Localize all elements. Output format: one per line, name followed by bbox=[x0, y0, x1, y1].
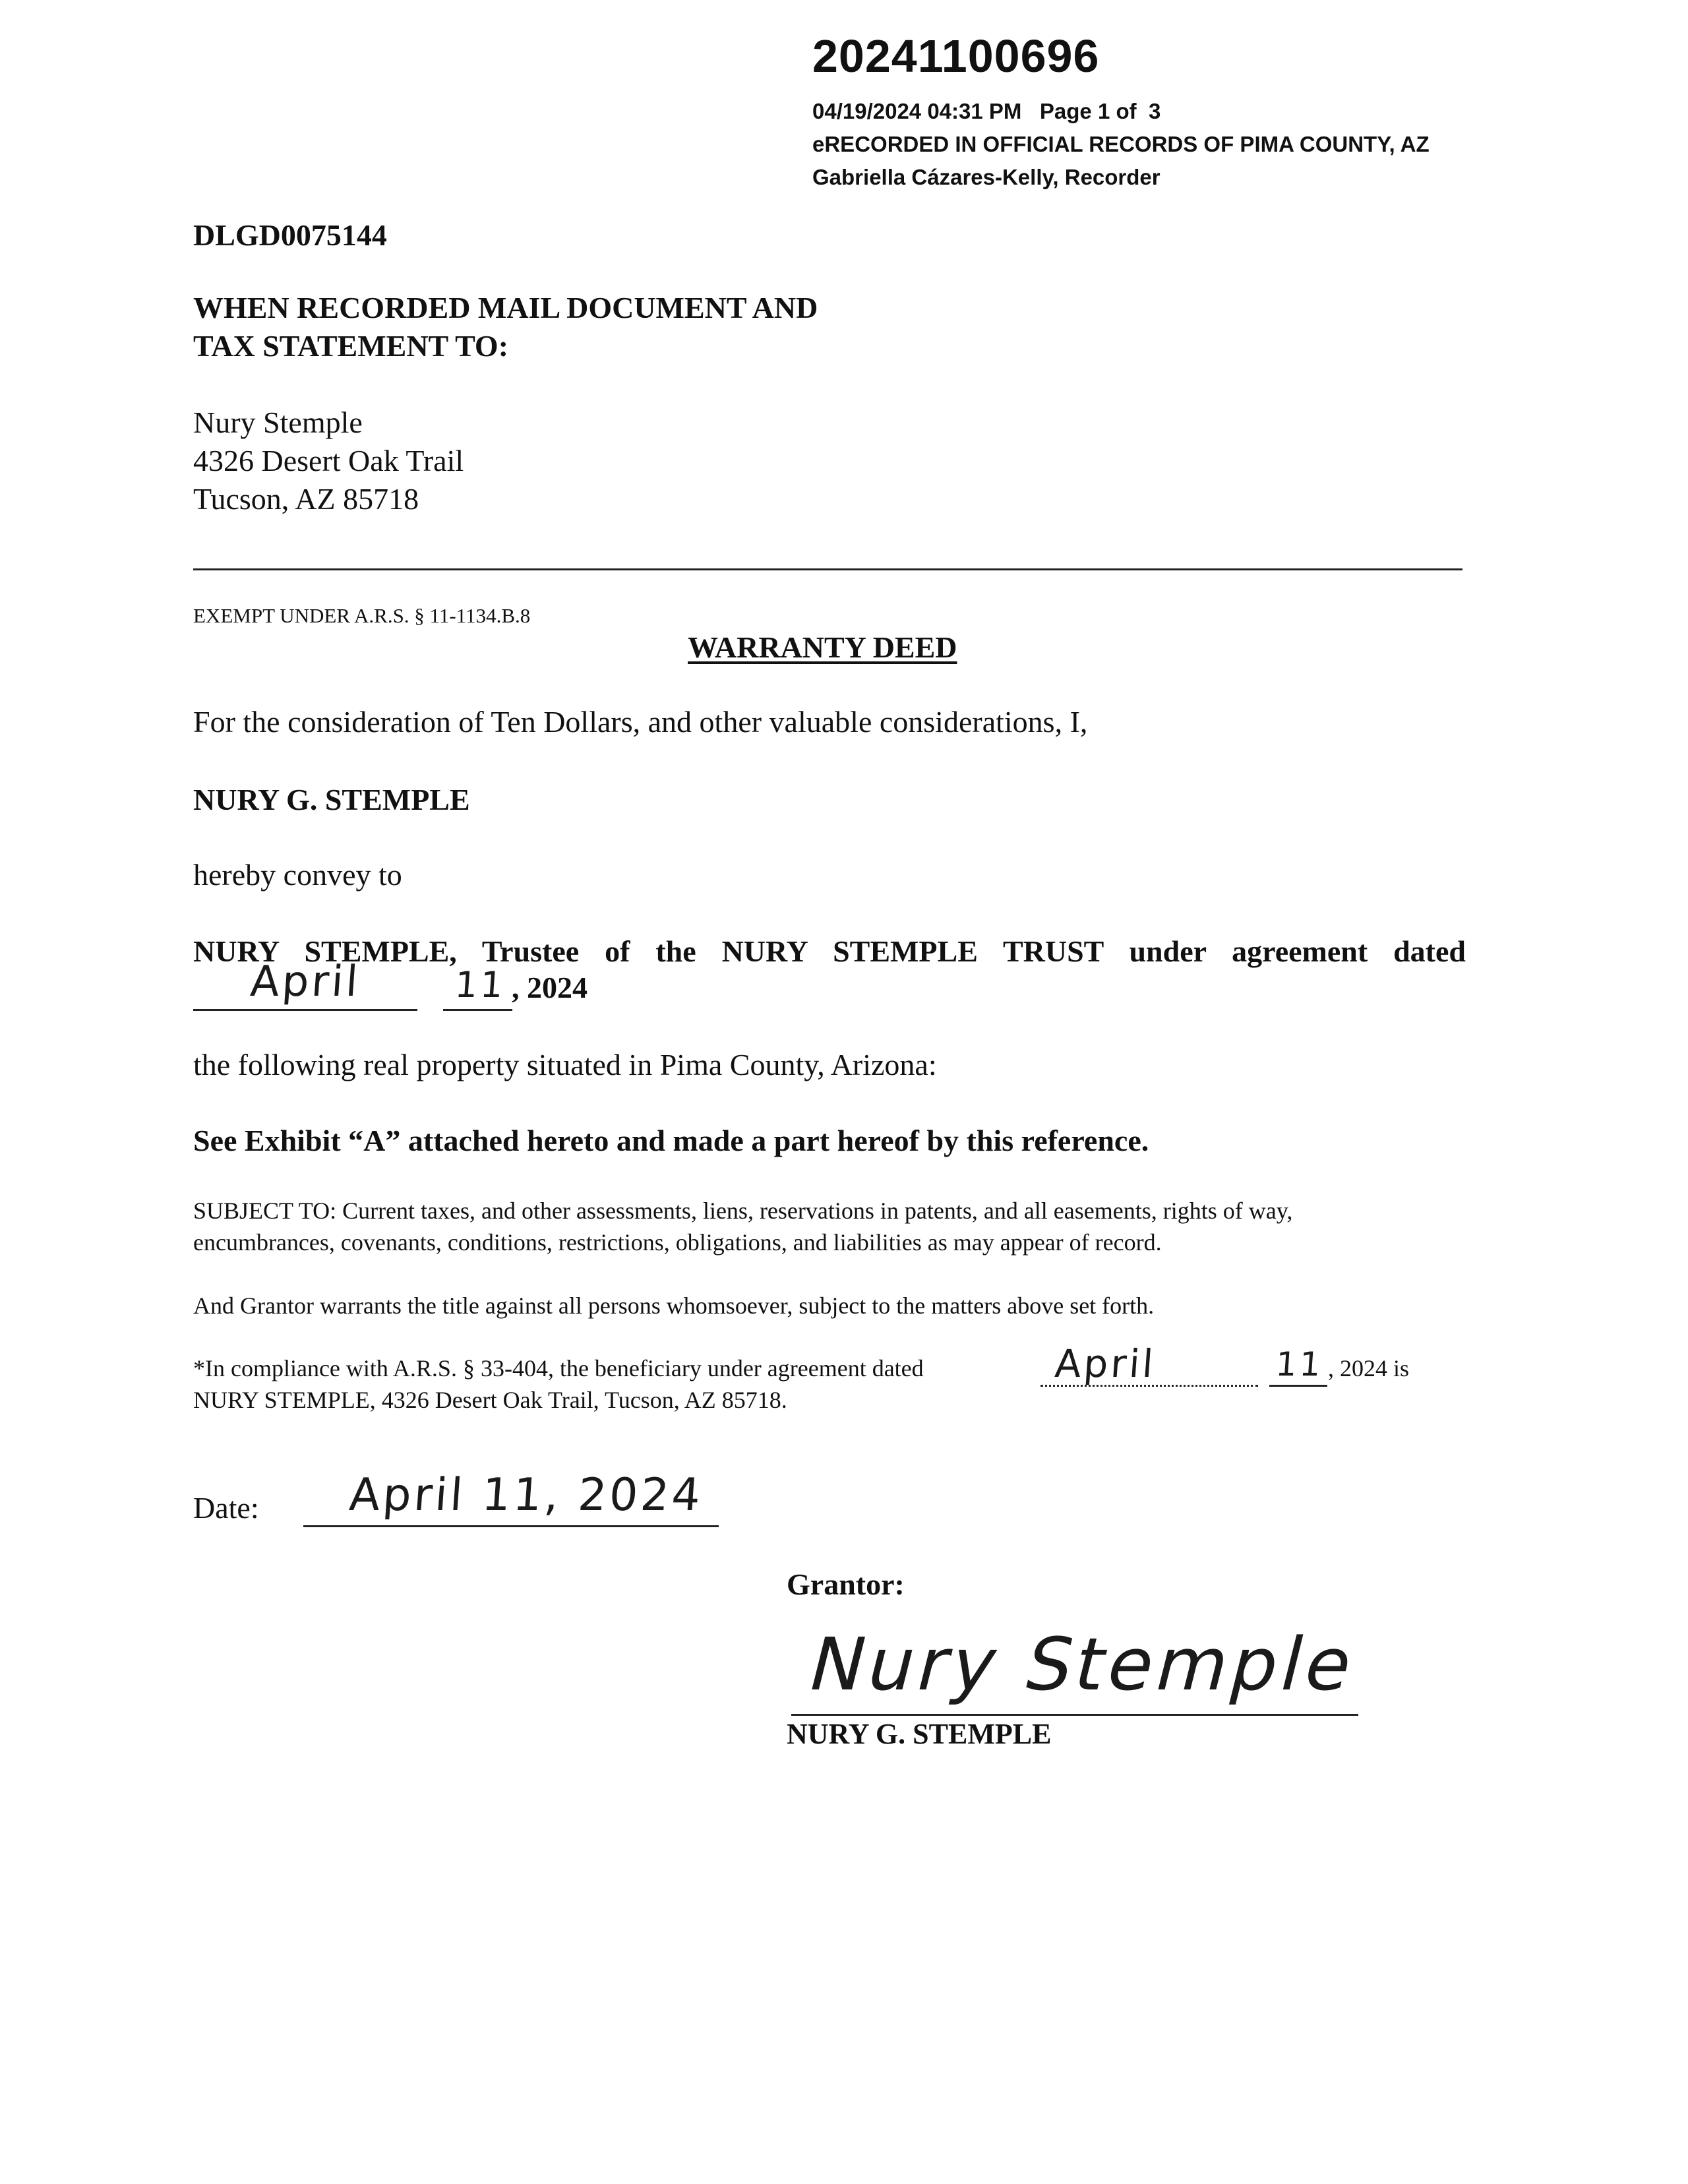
date-blank bbox=[303, 1525, 719, 1527]
compliance-prefix: *In compliance with A.R.S. § 33-404, the beneficiary under agreement dated bbox=[193, 1355, 924, 1381]
grantor-label: Grantor: bbox=[787, 1567, 905, 1601]
grantee-hand-month: April bbox=[249, 957, 362, 1006]
document-id: DLGD0075144 bbox=[193, 218, 387, 252]
consideration-text: For the consideration of Ten Dollars, and other valuable considerations, I, bbox=[193, 705, 1088, 739]
compliance-hand-month: April bbox=[1053, 1341, 1157, 1386]
mail-to-city: Tucson, AZ 85718 bbox=[193, 482, 419, 516]
divider-rule bbox=[193, 568, 1462, 570]
grantee-year: , 2024 bbox=[512, 971, 588, 1004]
grantee-day-blank bbox=[443, 1009, 512, 1011]
property-text: the following real property situated in Pima County, Arizona: bbox=[193, 1048, 937, 1081]
warrants-text: And Grantor warrants the title against all persons whomsoever, subject to the matters above set forth. bbox=[193, 1292, 1155, 1319]
exhibit-reference: See Exhibit “A” attached hereto and made a part hereof by this reference. bbox=[193, 1124, 1149, 1157]
convey-text: hereby convey to bbox=[193, 858, 402, 892]
document-title: WARRANTY DEED bbox=[688, 630, 957, 664]
compliance-hand-day: 11 bbox=[1274, 1345, 1325, 1383]
recording-recorder: Gabriella Cázares-Kelly, Recorder bbox=[812, 165, 1160, 189]
subject-to-line1: SUBJECT TO: Current taxes, and other assessments, liens, reservations in patents, and all easements, rights of way, bbox=[193, 1198, 1293, 1224]
date-hand-value: April 11, 2024 bbox=[347, 1469, 705, 1521]
recording-office: eRECORDED IN OFFICIAL RECORDS OF PIMA COUNTY, AZ bbox=[812, 132, 1430, 156]
date-label: Date: bbox=[193, 1491, 259, 1525]
recording-number: 20241100696 bbox=[812, 30, 1100, 82]
mail-to-heading bbox=[193, 289, 818, 365]
compliance-suffix: , 2024 is bbox=[1328, 1355, 1410, 1381]
compliance-line2: NURY STEMPLE, 4326 Desert Oak Trail, Tucson, AZ 85718. bbox=[193, 1387, 787, 1413]
grantor-printed-name: NURY G. STEMPLE bbox=[787, 1718, 1052, 1750]
subject-to-clause bbox=[193, 1195, 1292, 1258]
grantor-signature: Nury Stemple bbox=[800, 1622, 1366, 1707]
mail-to-street: 4326 Desert Oak Trail bbox=[193, 444, 464, 477]
recording-datetime-page: 04/19/2024 04:31 PM Page 1 of 3 bbox=[812, 99, 1161, 123]
compliance-day-blank bbox=[1269, 1385, 1327, 1387]
mail-to-heading-line2: TAX STATEMENT TO: bbox=[193, 329, 509, 363]
mail-to-heading-line1: WHEN RECORDED MAIL DOCUMENT AND bbox=[193, 291, 818, 324]
grantor-name: NURY G. STEMPLE bbox=[193, 783, 470, 816]
signature-line bbox=[791, 1714, 1358, 1716]
subject-to-line2: encumbrances, covenants, conditions, restrictions, obligations, and liabilities as may appear of record. bbox=[193, 1229, 1162, 1256]
mail-to-address bbox=[193, 404, 464, 518]
grantee-hand-day: 11 bbox=[453, 964, 507, 1006]
exempt-statement: EXEMPT UNDER A.R.S. § 11-1134.B.8 bbox=[193, 604, 531, 627]
grantee-line: NURY STEMPLE, Trustee of the NURY STEMPLE TRUST under agreement dated bbox=[193, 934, 1466, 968]
grantee-month-blank bbox=[193, 1009, 417, 1011]
mail-to-name: Nury Stemple bbox=[193, 406, 363, 439]
